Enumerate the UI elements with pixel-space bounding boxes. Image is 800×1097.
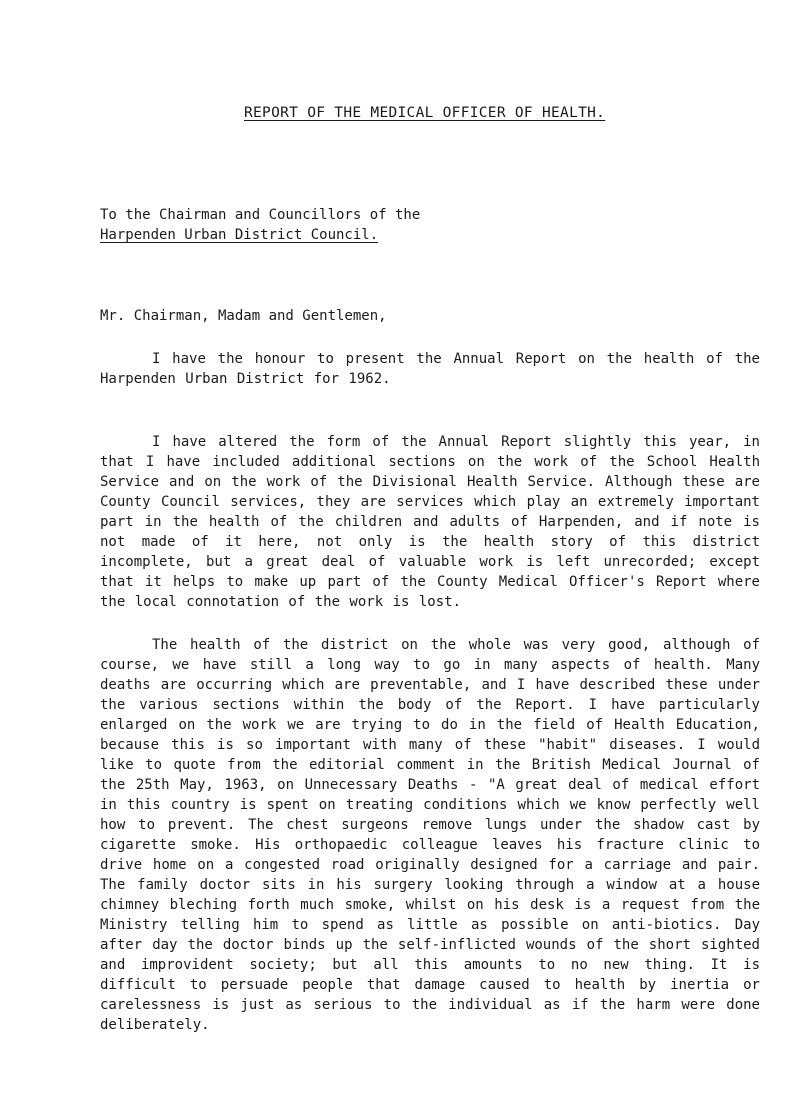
paragraph-report-form: I have altered the form of the Annual Report slightly this year, in that I have included additional sections on the work of the School Health Service and on the work of the Divisional Health Service. Although these are County Council services, they are services which play an extremely important part in the health of the children and adults of Harpenden, and if note is not made of it here, not only is the health story of this district incomplete, but a great deal of valuable work is left unrecorded; except that it helps to make up part of the County Medical Officer's Report where the local connotation of the work is lost. bbox=[100, 434, 760, 610]
addressee-line: To the Chairman and Councillors of the bbox=[100, 207, 421, 223]
report-title: REPORT OF THE MEDICAL OFFICER OF HEALTH. bbox=[244, 105, 606, 121]
paragraph-district-health: The health of the district on the whole was very good, although of course, we have still a long way to go in many aspects of health. Many deaths are occurring which are preventable, and I have described these under the various sections within the body of the Report. I have particularly enlarged on the work we are trying to do in the field of Health Education, because this is so important with many of these "habit" diseases. I would like to quote from the editorial comment in the British Medical Journal of the 25th May, 1963, on Unnecessary Deaths - "A great deal of medical effort in this country is spent on treating conditions which we know perfectly well how to prevent. The chest surgeons remove lungs under the shadow cast by cigarette smoke. His orthopaedic colleague leaves his fracture clinic to drive home on a congested road originally designed for a carriage and pair. The family doctor sits in his surgery looking through a window at a house chimney bleching forth much smoke, whilst on his desk is a request from the Ministry telling him to spend as little as possible on anti-biotics. Day after day the doctor binds up the self-inflicted wounds of the short sighted and improvident society; but all this amounts to no new thing. It is difficult to persuade people that damage caused to health by inertia or carelessness is just as serious to the individual as if the harm were done deliberately. bbox=[100, 637, 760, 1033]
paragraph-intro: I have the honour to present the Annual Report on the health of the Harpenden Urban District for 1962. bbox=[100, 351, 760, 387]
addressee-block bbox=[100, 205, 420, 245]
addressee-council: Harpenden Urban District Council. bbox=[100, 227, 379, 243]
salutation: Mr. Chairman, Madam and Gentlemen, bbox=[100, 308, 387, 324]
